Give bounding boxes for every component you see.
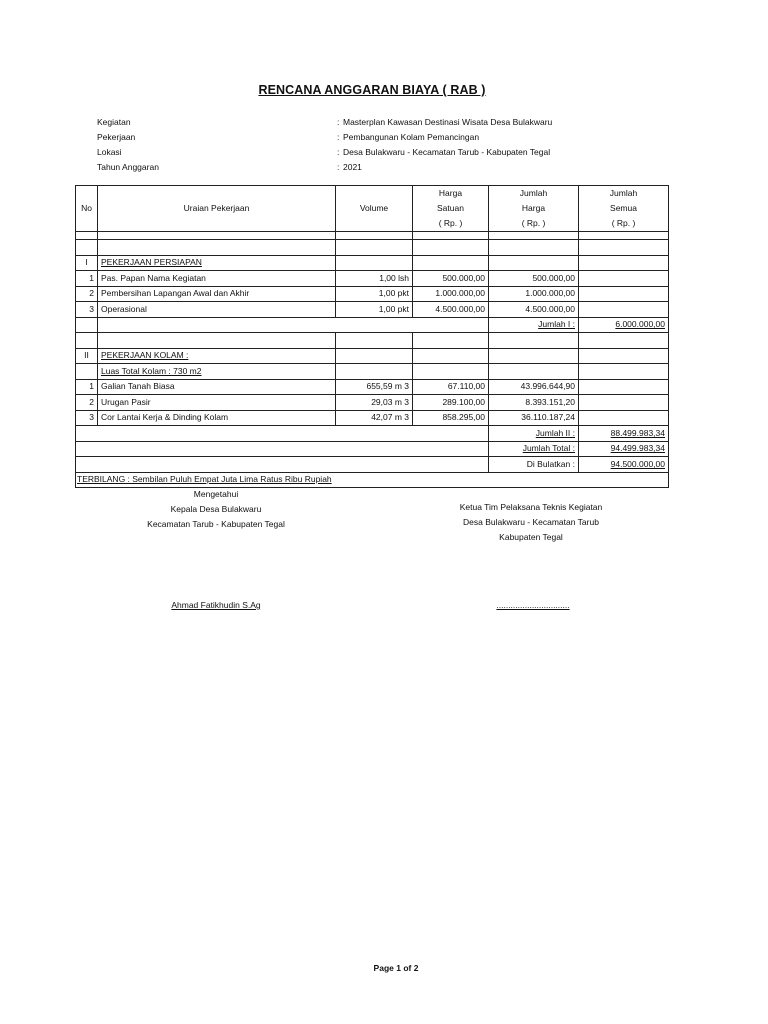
item-jumlah-harga: 36.110.187,24 xyxy=(489,410,579,426)
info-colon: : xyxy=(337,147,340,157)
section-row xyxy=(76,348,669,364)
section-row xyxy=(76,255,669,271)
header-jumlah-harga xyxy=(489,186,579,232)
item-harga-satuan: 500.000,00 xyxy=(413,271,489,287)
section-no: I xyxy=(76,255,98,271)
subtotal-row xyxy=(76,317,669,333)
signature-line: Kabupaten Tegal xyxy=(499,532,563,542)
info-colon: : xyxy=(337,132,340,142)
header-line: Jumlah xyxy=(609,188,638,198)
table-row xyxy=(76,364,669,380)
item-jumlah-harga: 1.000.000,00 xyxy=(489,286,579,302)
header-volume: Volume xyxy=(336,186,413,232)
table-row xyxy=(76,240,669,256)
header-line: Harga xyxy=(438,188,463,198)
item-uraian: Galian Tanah Biasa xyxy=(98,379,336,395)
info-value: Masterplan Kawasan Destinasi Wisata Desa Bulakwaru xyxy=(343,117,553,127)
table-row xyxy=(76,302,669,318)
header-line: Semua xyxy=(610,203,637,213)
item-volume: 1,00 pkt xyxy=(336,286,413,302)
item-jumlah-harga: 500.000,00 xyxy=(489,271,579,287)
rounded-row xyxy=(76,457,669,473)
signature-line: Desa Bulakwaru - Kecamatan Tarub xyxy=(463,517,599,527)
signature-line: Kecamatan Tarub - Kabupaten Tegal xyxy=(147,519,285,529)
item-volume: 29,03 m 3 xyxy=(336,395,413,411)
subtotal-label: Jumlah I : xyxy=(489,317,579,333)
item-harga-satuan: 1.000.000,00 xyxy=(413,286,489,302)
section-note: Luas Total Kolam : 730 m2 xyxy=(98,364,336,380)
item-jumlah-harga: 4.500.000,00 xyxy=(489,302,579,318)
item-no: 1 xyxy=(76,379,98,395)
header-uraian: Uraian Pekerjaan xyxy=(98,186,336,232)
item-no: 2 xyxy=(76,395,98,411)
rounded-value: 94.500.000,00 xyxy=(579,457,669,473)
item-harga-satuan: 289.100,00 xyxy=(413,395,489,411)
subtotal-row xyxy=(76,426,669,442)
item-uraian: Cor Lantai Kerja & Dinding Kolam xyxy=(98,410,336,426)
header-line: Jumlah xyxy=(519,188,548,198)
item-jumlah-harga: 43.996.644,90 xyxy=(489,379,579,395)
table-row xyxy=(76,379,669,395)
section-no: II xyxy=(76,348,98,364)
header-harga-satuan xyxy=(413,186,489,232)
item-harga-satuan: 67.110,00 xyxy=(413,379,489,395)
header-line: Satuan xyxy=(437,203,464,213)
section-title: PEKERJAAN KOLAM : xyxy=(98,348,336,364)
total-value: 94.499.983,34 xyxy=(579,441,669,457)
item-volume: 42,07 m 3 xyxy=(336,410,413,426)
rab-table xyxy=(75,185,669,488)
info-value: Desa Bulakwaru - Kecamatan Tarub - Kabupaten Tegal xyxy=(343,147,551,157)
item-harga-satuan: 4.500.000,00 xyxy=(413,302,489,318)
header-no: No xyxy=(76,186,98,232)
item-uraian: Pas. Papan Nama Kegiatan xyxy=(98,271,336,287)
table-row xyxy=(76,271,669,287)
item-jumlah-harga: 8.393.151,20 xyxy=(489,395,579,411)
info-label: Lokasi xyxy=(97,147,122,157)
header-line: ( Rp. ) xyxy=(521,218,546,228)
info-label: Tahun Anggaran xyxy=(97,162,159,172)
signature-left xyxy=(116,487,316,532)
header-line: ( Rp. ) xyxy=(611,218,636,228)
info-label: Kegiatan xyxy=(97,117,131,127)
total-row xyxy=(76,441,669,457)
info-colon: : xyxy=(337,117,340,127)
item-volume: 1,00 pkt xyxy=(336,302,413,318)
signature-line: Kepala Desa Bulakwaru xyxy=(170,504,262,514)
item-volume: 1,00 lsh xyxy=(336,271,413,287)
signature-right xyxy=(426,500,636,545)
terbilang-text: TERBILANG : Sembilan Puluh Empat Juta Lima Ratus Ribu Rupiah xyxy=(77,474,332,485)
header-jumlah-semua xyxy=(579,186,669,232)
item-no: 2 xyxy=(76,286,98,302)
header-line: ( Rp. ) xyxy=(438,218,463,228)
table-row xyxy=(76,286,669,302)
signature-line: Ketua Tim Pelaksana Teknis Kegiatan xyxy=(459,502,603,512)
header-line: Harga xyxy=(521,203,546,213)
item-uraian: Operasional xyxy=(98,302,336,318)
item-no: 3 xyxy=(76,302,98,318)
signature-left-name: Ahmad Fatikhudin S.Ag xyxy=(171,600,261,610)
item-harga-satuan: 858.295,00 xyxy=(413,410,489,426)
terbilang-row xyxy=(76,472,669,488)
page-footer: Page 1 of 2 xyxy=(373,963,419,973)
item-volume: 655,59 m 3 xyxy=(336,379,413,395)
table-row xyxy=(76,333,669,349)
item-no: 3 xyxy=(76,410,98,426)
table-row xyxy=(76,410,669,426)
subtotal-label: Jumlah II : xyxy=(489,426,579,442)
signature-line: Mengetahui xyxy=(193,489,239,499)
item-no: 1 xyxy=(76,271,98,287)
item-uraian: Pembersihan Lapangan Awal dan Akhir xyxy=(98,286,336,302)
item-uraian: Urugan Pasir xyxy=(98,395,336,411)
subtotal-value: 88.499.983,34 xyxy=(579,426,669,442)
info-value: Pembangunan Kolam Pemancingan xyxy=(343,132,480,142)
subtotal-value: 6.000.000,00 xyxy=(579,317,669,333)
info-value: 2021 xyxy=(343,162,362,172)
rounded-label: Di Bulatkan : xyxy=(489,457,579,473)
table-row xyxy=(76,232,669,240)
section-title: PEKERJAAN PERSIAPAN xyxy=(98,255,336,271)
info-label: Pekerjaan xyxy=(97,132,136,142)
total-label: Jumlah Total : xyxy=(489,441,579,457)
table-row xyxy=(76,395,669,411)
info-colon: : xyxy=(337,162,340,172)
document-title: RENCANA ANGGARAN BIAYA ( RAB ) xyxy=(258,83,486,97)
signature-right-name: ............................... xyxy=(496,600,570,610)
table-header-row xyxy=(76,186,669,232)
